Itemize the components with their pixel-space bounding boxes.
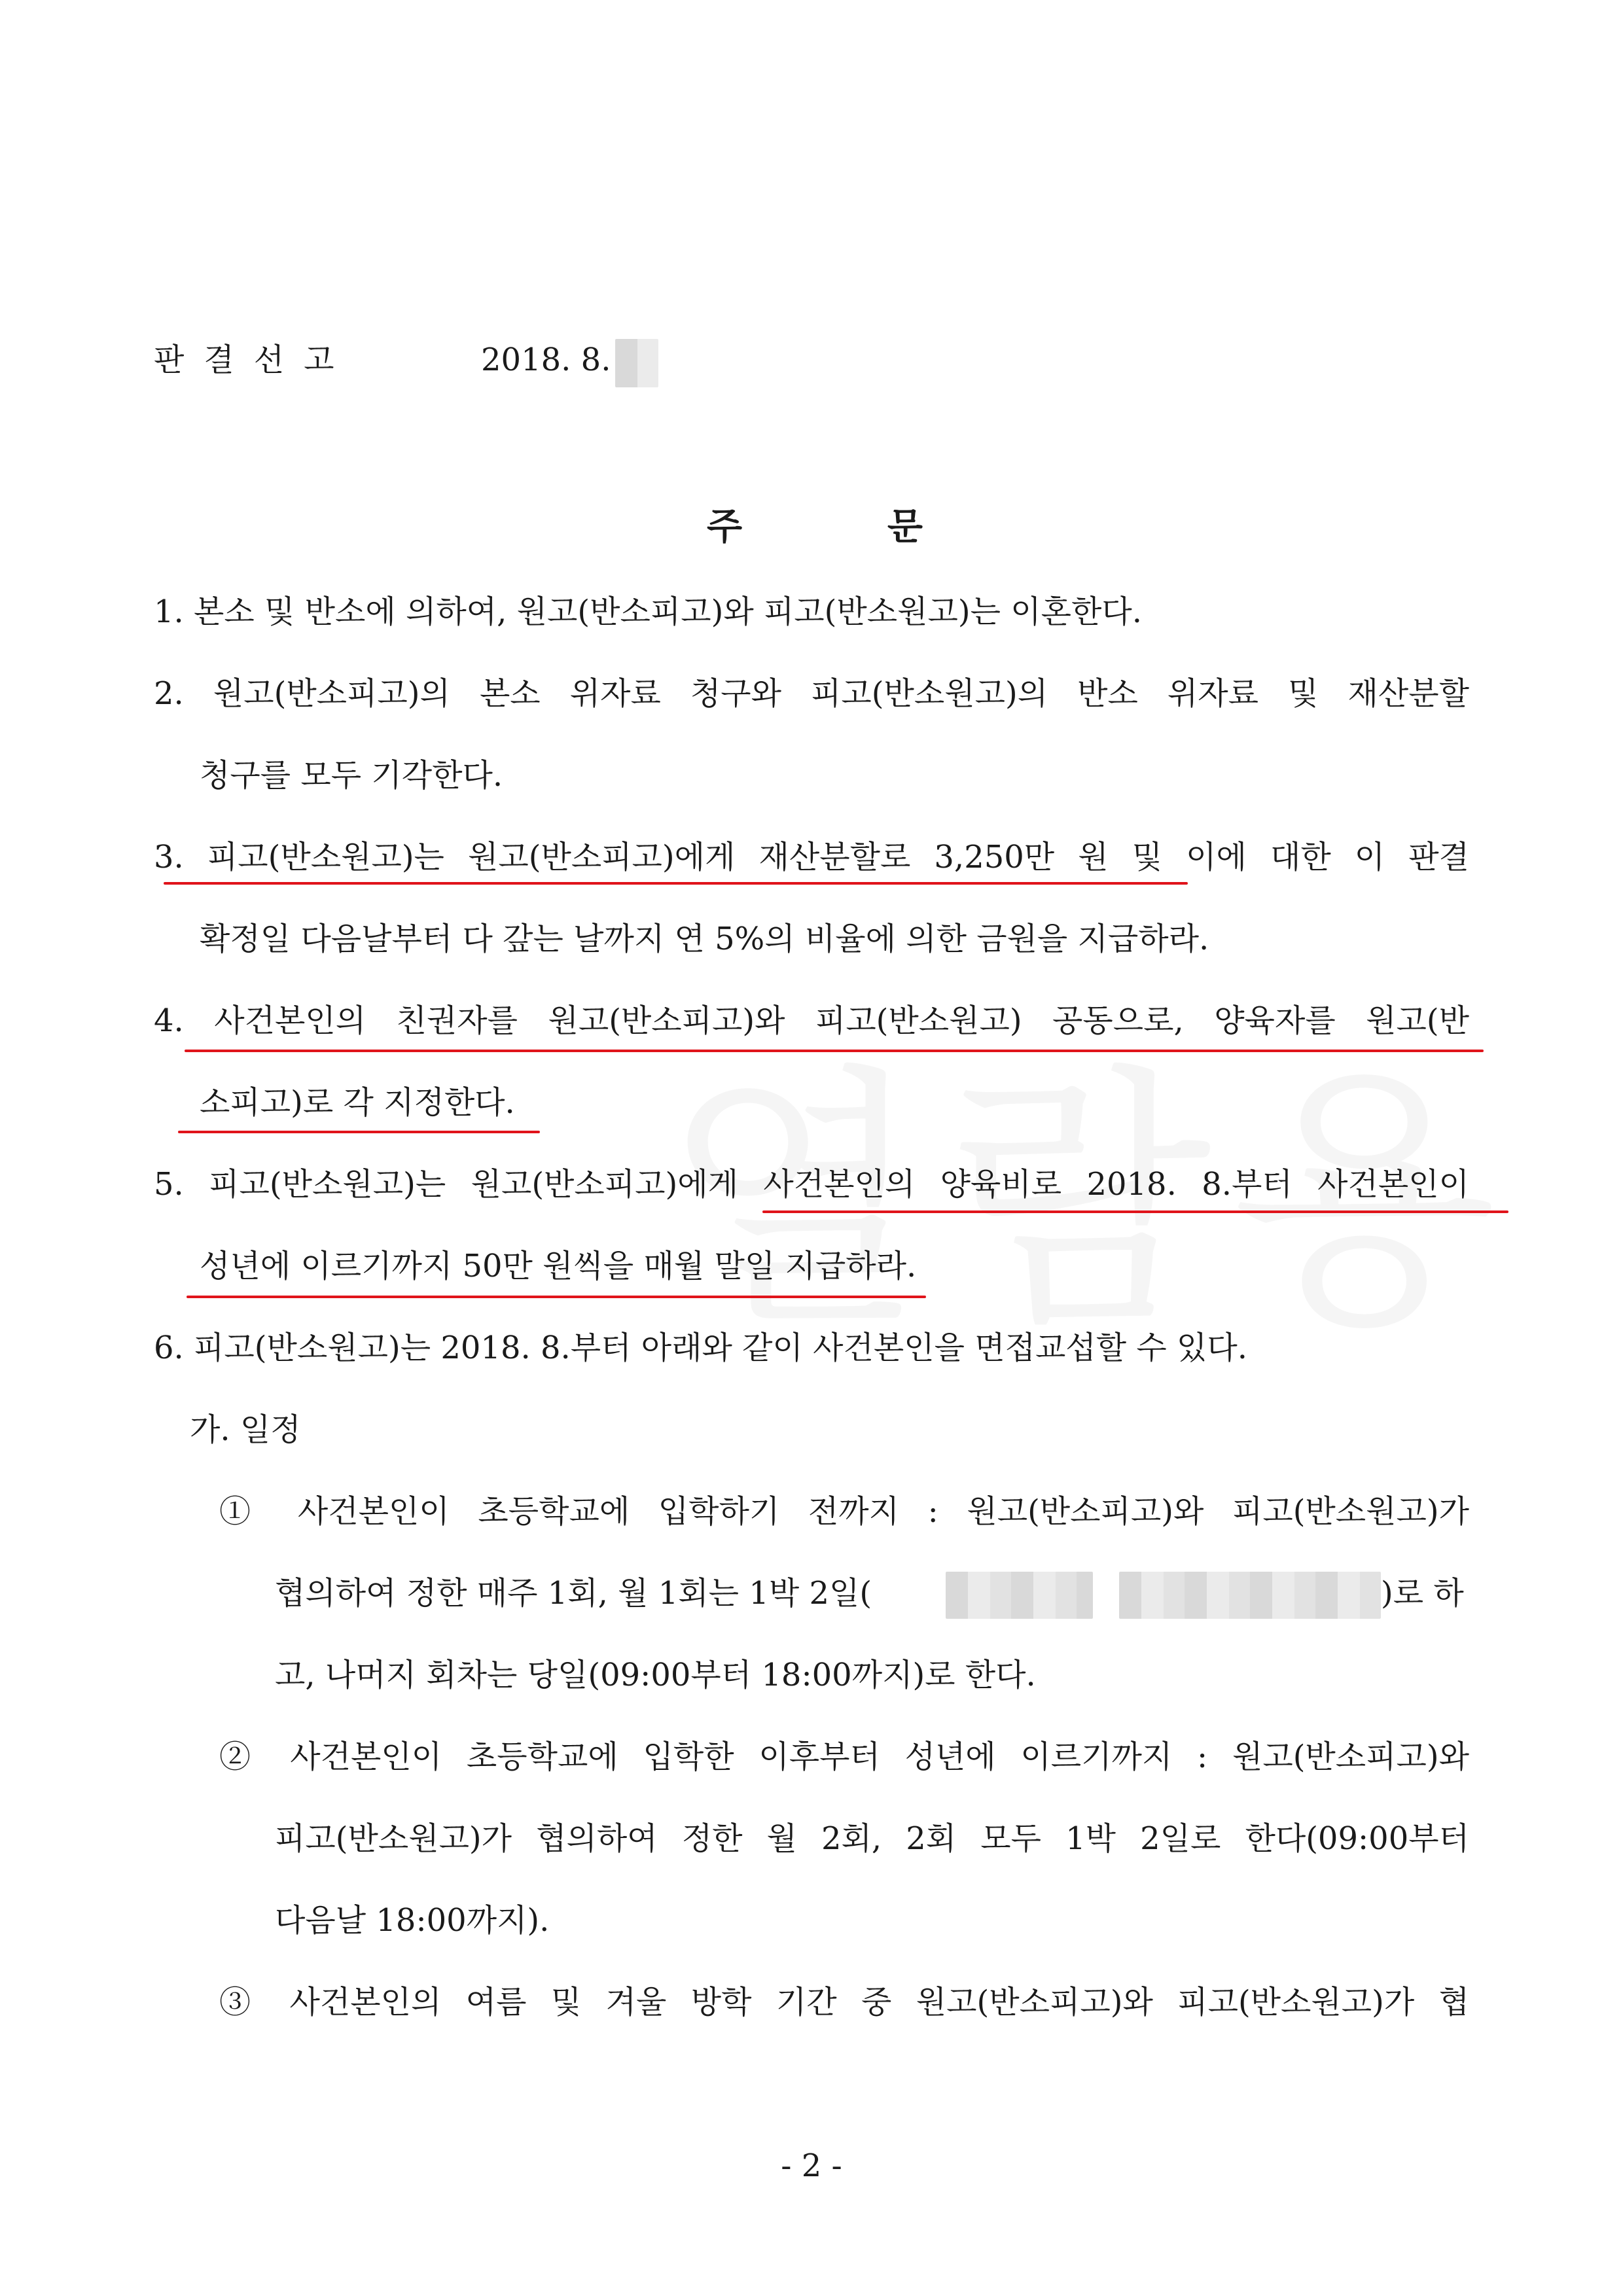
redacted-text — [946, 1572, 1093, 1619]
verdict-label: 판결선고 — [154, 342, 354, 378]
order-item-5-line-2: 성년에 이르기까지 50만 원씩을 매월 말일 지급하라. — [200, 1248, 917, 1284]
red-underline — [164, 882, 1188, 885]
order-item-6: 6. 피고(반소원고)는 2018. 8.부터 아래와 같이 사건본인을 면접교섭할 수 있다. — [154, 1330, 1247, 1366]
section-title: 주 문 — [707, 505, 923, 548]
schedule-item-2-line-1: ② 사건본인이 초등학교에 입학한 이후부터 성년에 이르기까지 : 원고(반소피고)와 — [219, 1739, 1469, 1775]
sub-heading-schedule: 가. 일정 — [190, 1411, 301, 1448]
order-item-3-line-2: 확정일 다음날부터 다 갚는 날까지 연 5%의 비율에 의한 금원을 지급하라. — [200, 921, 1209, 957]
schedule-item-1-line-3: 고, 나머지 회차는 당일(09:00부터 18:00까지)로 한다. — [275, 1657, 1036, 1693]
schedule-item-2-line-3: 다음날 18:00까지). — [275, 1902, 550, 1939]
order-item-5-line-1: 5. 피고(반소원고)는 원고(반소피고)에게 사건본인의 양육비로 2018. 8.부터 사건본인이 — [154, 1166, 1469, 1203]
page-number: - 2 - — [781, 2147, 842, 2184]
order-item-2-line-1: 2. 원고(반소피고)의 본소 위자료 청구와 피고(반소원고)의 반소 위자료 및 재산분할 — [154, 675, 1469, 712]
red-underline — [185, 1050, 1484, 1052]
order-item-1: 1. 본소 및 반소에 의하여, 원고(반소피고)와 피고(반소원고)는 이혼한다. — [154, 593, 1142, 630]
red-underline — [762, 1210, 1508, 1213]
red-underline — [187, 1296, 926, 1298]
schedule-item-1-line-1: ① 사건본인이 초등학교에 입학하기 전까지 : 원고(반소피고)와 피고(반소원고)가 — [219, 1493, 1469, 1530]
verdict-date: 2018. 8. — [481, 342, 611, 378]
order-item-4-line-2: 소피고)로 각 지정한다. — [200, 1084, 515, 1121]
redacted-text — [1119, 1572, 1381, 1619]
schedule-item-3-line-1: ③ 사건본인의 여름 및 겨울 방학 기간 중 원고(반소피고)와 피고(반소원고)가 협 — [219, 1984, 1469, 2021]
order-item-4-line-1: 4. 사건본인의 친권자를 원고(반소피고)와 피고(반소원고) 공동으로, 양육자를 원고(반 — [154, 1002, 1469, 1039]
order-item-3-line-1: 3. 피고(반소원고)는 원고(반소피고)에게 재산분할로 3,250만 원 및 이에 대한 이 판결 — [154, 839, 1469, 875]
order-item-2-line-2: 청구를 모두 기각한다. — [200, 757, 503, 794]
red-underline — [178, 1131, 540, 1133]
redacted-day — [615, 339, 658, 387]
schedule-item-1-line-2-end: )로 하 — [1381, 1575, 1464, 1612]
schedule-item-1-line-2-start: 협의하여 정한 매주 1회, 월 1회는 1박 2일( — [275, 1575, 872, 1612]
schedule-item-2-line-2: 피고(반소원고)가 협의하여 정한 월 2회, 2회 모두 1박 2일로 한다(09:00부터 — [275, 1820, 1469, 1857]
